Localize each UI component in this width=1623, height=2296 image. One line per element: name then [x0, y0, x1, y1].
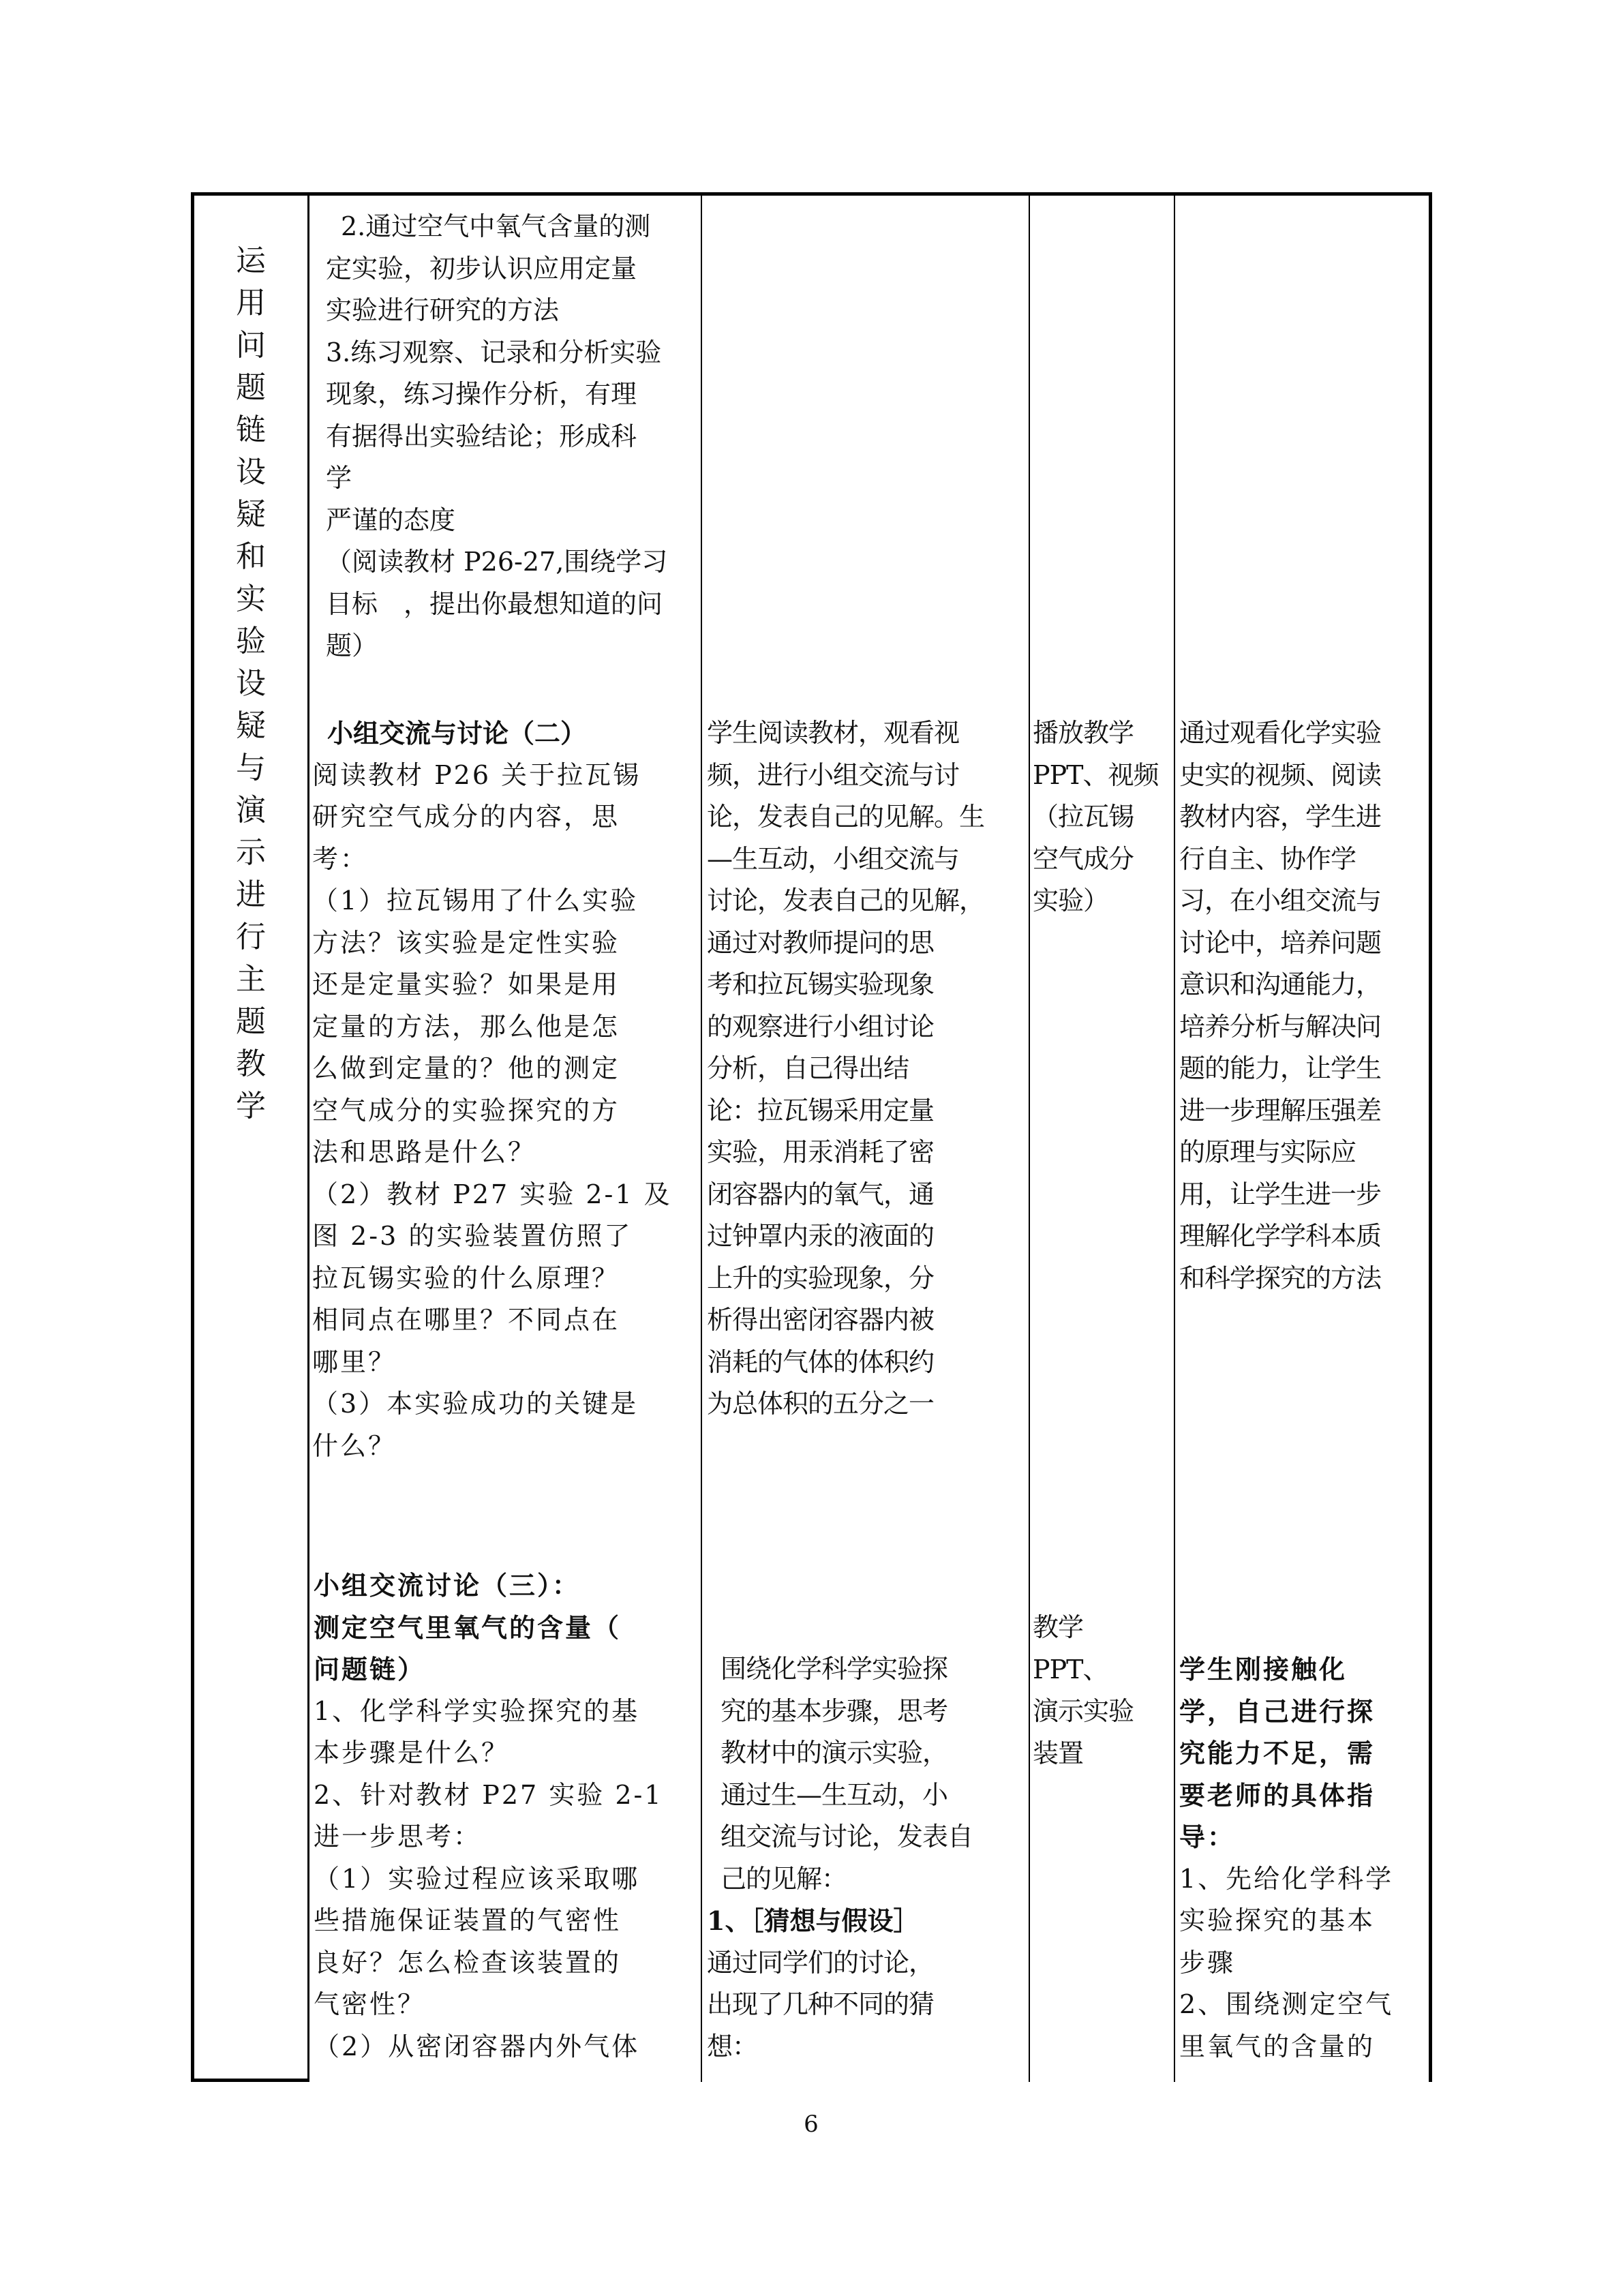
row3-student-activity: 围绕化学科学实验探 究的基本步骤，思考 教材中的演示实验， 通过生—生互动，小 组交流与讨论，发表自 己的见解： 1、［猜想与假设］ 通过同学们的讨论， 出现了几种不同的猜 想：	[707, 1654, 973, 2061]
page-number: 6	[804, 2111, 819, 2138]
row2-student-activity: 学生阅读教材，观看视 频，进行小组交流与讨 论，发表自己的见解。生 —生互动，小组交流与 讨论，发表自己的见解， 通过对教师提问的思 考和拉瓦锡实验现象 的观察进行小组讨论 分析，自己得出结 论：拉瓦锡采用定量 实验，用汞消耗了密 闭容器内的氧气，通 过钟罩内汞的液面的 上升的实验现象，分 析得出密闭容器内被 消耗的气体的体积约 为总体积的五分之一	[707, 718, 985, 1419]
row2-teacher-activity: 小组交流与讨论（二） 阅读教材 P26 关于拉瓦锡 研究空气成分的内容，思 考： （1）拉瓦锡用了什么实验 方法？该实验是定性实验 还是定量实验？如果是用 定量的方法，那么他是怎 么做到定量的？他的测定 空气成分的实验探究的方 法和思路是什么？ （2）教材 P27 实验 2-1 及 图 2-3 的实验装置仿照了 拉瓦锡实验的什么原理？ 相同点在哪里？不同点在 哪里？ （3）本实验成功的关键是 什么？	[312, 712, 672, 1467]
column-divider-1	[307, 192, 309, 2082]
column-divider-3	[1029, 192, 1030, 2082]
row2-media: 播放教学 PPT、视频 （拉瓦锡 空气成分 实验）	[1033, 718, 1159, 916]
stage-label: 运 用 问 题 链 设 疑 和 实 验 设 疑 与 演 示 进 行 主 题 教 学	[236, 243, 266, 1123]
column-divider-4	[1174, 192, 1175, 2082]
row2-design-intent: 通过观看化学实验 史实的视频、阅读 教材内容，学生进 行自主、协作学 习，在小组交流与 讨论中，培养问题 意识和沟通能力， 培养分析与解决问 题的能力，让学生 进一步理解压强差 的原理与实际应 用，让学生进一步 理解化学学科本质 和科学探究的方法	[1179, 718, 1382, 1293]
group-discussion-3-title: 小组交流讨论（三）：	[314, 1570, 581, 1601]
table-bottom-left-border	[191, 2079, 309, 2082]
row3-teacher-activity: 小组交流讨论（三）： 测定空气里氧气的含量（ 问题链） 1、化学科学实验探究的基 本步骤是什么？ 2、针对教材 P27 实验 2-1 进一步思考： （1）实验过程应该采取哪 些措施保证装置的气密性 良好？怎么检查该装置的 气密性？ （2）从密闭容器内外气体	[314, 1565, 663, 2068]
column-divider-2	[701, 192, 702, 2082]
table-left-border	[191, 192, 194, 2082]
row3-design-intent: 学生刚接触化 学，自己进行探 究能力不足，需 要老师的具体指 导： 1、先给化学科学 实验探究的基本 步骤 2、围绕测定空气 里氧气的含量的	[1179, 1654, 1394, 2061]
table-top-border	[191, 192, 1431, 196]
row1-teacher-activity: 2.通过空气中氧气含量的测 定实验，初步认识应用定量 实验进行研究的方法 3.练习观察、记录和分析实验 现象，练习操作分析，有理 有据得出实验结论；形成科 学 严谨的态度 （阅读教材 P26-27,围绕学习 目标 ，提出你最想知道的问 题）	[326, 211, 668, 661]
table-right-border	[1429, 192, 1432, 2082]
group-discussion-2-title: 小组交流与讨论（二）	[327, 718, 587, 749]
hypothesis-heading: 1、［猜想与假设］	[707, 1905, 920, 1936]
row3-media: 教学 PPT、 演示实验 装置	[1033, 1612, 1134, 1768]
